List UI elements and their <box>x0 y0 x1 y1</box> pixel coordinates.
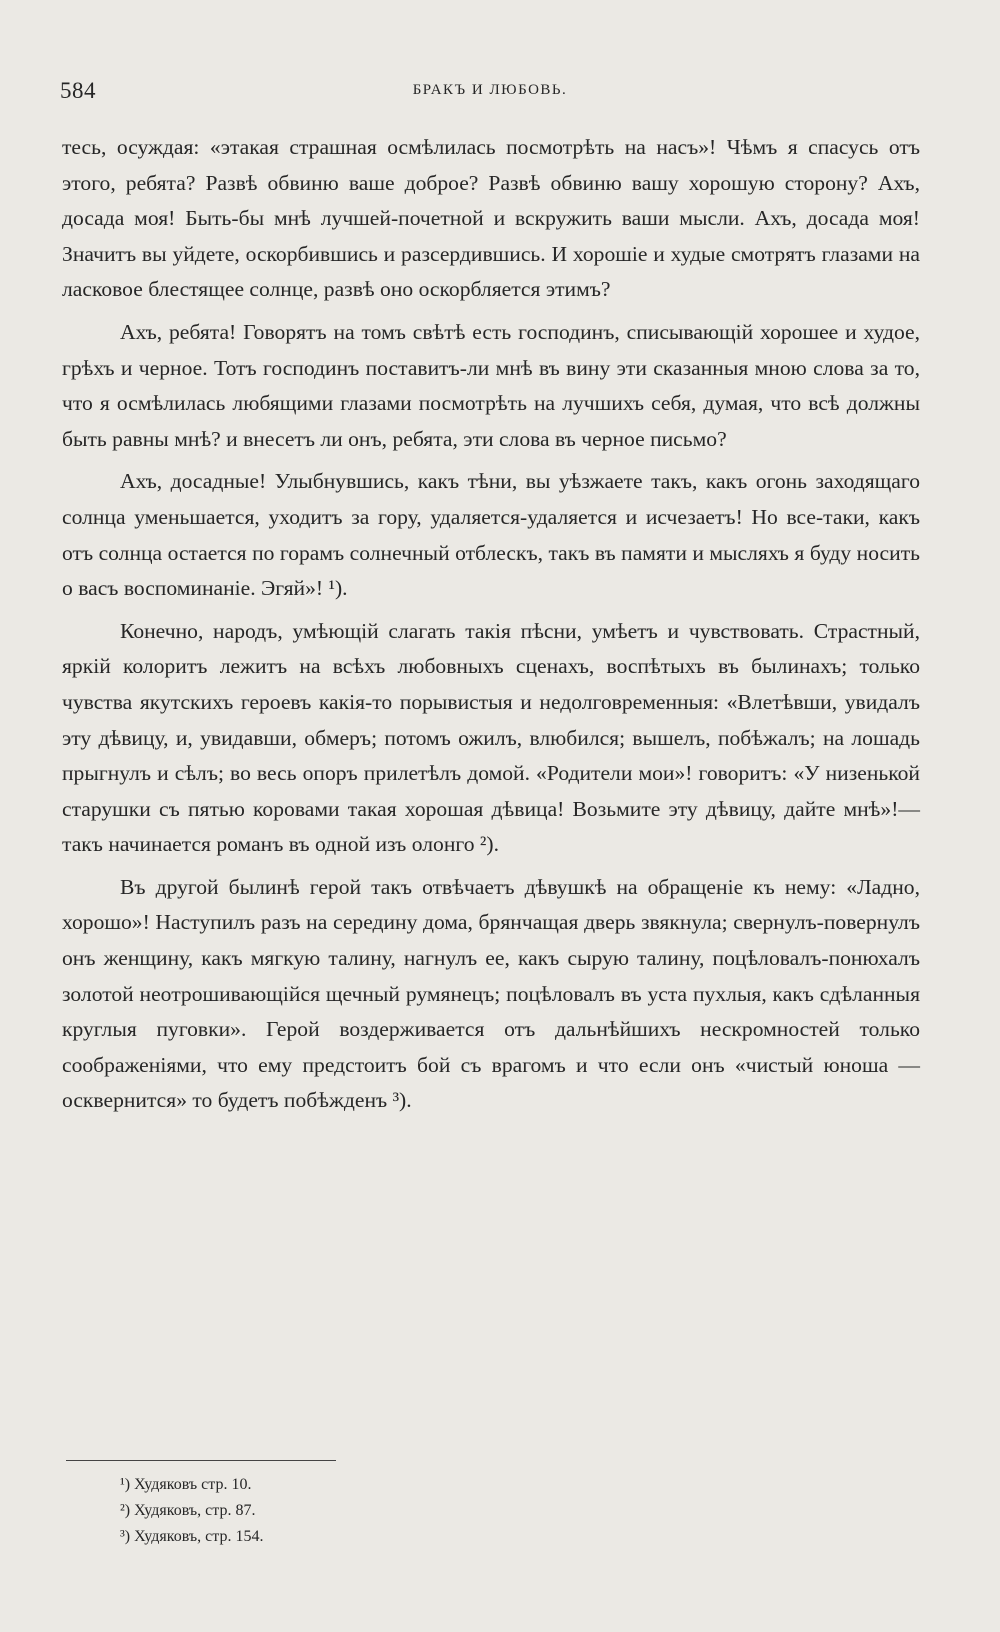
paragraph-5: Въ другой былинѣ герой такъ отвѣчаетъ дѣвушкѣ на обращеніе къ нему: «Ладно, хорошо»! Наступилъ разъ на середину дома, брянчащая дверь звякнула; свернулъ-повернулъ онъ женщину, какъ мягкую талину, нагнулъ ее, какъ сырую талину, поцѣловалъ-понюхалъ золотой неотрошивающійся щечный румянецъ; поцѣловалъ въ уста пухлыя, какъ сдѣланныя круглыя пуговки». Герой воздерживается отъ дальнѣйшихъ нескромностей только соображеніями, что ему предстоитъ бой съ врагомъ и что если онъ «чистый юноша — осквернится» то будетъ побѣжденъ ³). <box>62 874 920 1113</box>
footnote-1: ¹) Худяковъ стр. 10. <box>120 1476 252 1493</box>
footnotes <box>120 1472 620 1550</box>
body-text <box>62 130 920 1119</box>
paragraph-4: Конечно, народъ, умѣющій слагать такія пѣсни, умѣетъ и чувствовать. Страстный, яркій колоритъ лежитъ на всѣхъ любовныхъ сценахъ, воспѣтыхъ въ былинахъ; только чувства якутскихъ героевъ какія-то порывистыя и недолговременныя: «Влетѣвши, увидалъ эту дѣвицу, и, увидавши, обмеръ; потомъ ожилъ, влюбился; вышелъ, побѣжалъ; на лошадь прыгнулъ и сѣлъ; во весь опоръ прилетѣлъ домой. «Родители мои»! говоритъ: «У низенькой старушки съ пятью коровами такая хорошая дѣвица! Возьмите эту дѣвицу, дайте мнѣ»!—такъ начинается романъ въ одной изъ олонго ²). <box>62 618 920 857</box>
paragraph-3: Ахъ, досадные! Улыбнувшись, какъ тѣни, вы уѣзжаете такъ, какъ огонь заходящаго солнца уменьшается, уходитъ за гору, удаляется-удаляется и исчезаетъ! Но все-таки, какъ отъ солнца остается по горамъ солнечный отблескъ, такъ въ памяти и мысляхъ я буду носить о васъ воспоминаніе. Эгяй»! ¹). <box>62 469 920 601</box>
page-number: 584 <box>60 78 96 103</box>
footnote-2: ²) Худяковъ, стр. 87. <box>120 1502 256 1519</box>
footnote-3: ³) Худяковъ, стр. 154. <box>120 1528 264 1545</box>
paragraph-2: Ахъ, ребята! Говорятъ на томъ свѣтѣ есть господинъ, списывающій хорошее и худое, грѣхъ и черное. Тотъ господинъ поставитъ-ли мнѣ въ вину эти сказанныя мною слова за то, что я осмѣлилась любящими глазами посмотрѣть на лучшихъ себя, думая, что всѣ должны быть равны мнѣ? и внесетъ ли онъ, ребята, эти слова въ черное письмо? <box>62 319 920 451</box>
paragraph-1: тесь, осуждая: «этакая страшная осмѣлилась посмотрѣть на насъ»! Чѣмъ я спасусь отъ этого, ребята? Развѣ обвиню ваше доброе? Развѣ обвиню вашу хорошую сторону? Ахъ, досада моя! Быть-бы мнѣ лучшей-почетной и вскружить ваши мысли. Ахъ, досада моя! Значитъ вы уйдете, оскорбившись и разсердившись. И хорошіе и худые смотрятъ глазами на ласковое блестящее солнце, развѣ оно оскорбляется этимъ? <box>62 135 920 302</box>
running-title: БРАКЪ И ЛЮБОВЬ. <box>412 82 568 98</box>
footnote-divider <box>66 1460 336 1461</box>
page-header <box>60 78 920 108</box>
